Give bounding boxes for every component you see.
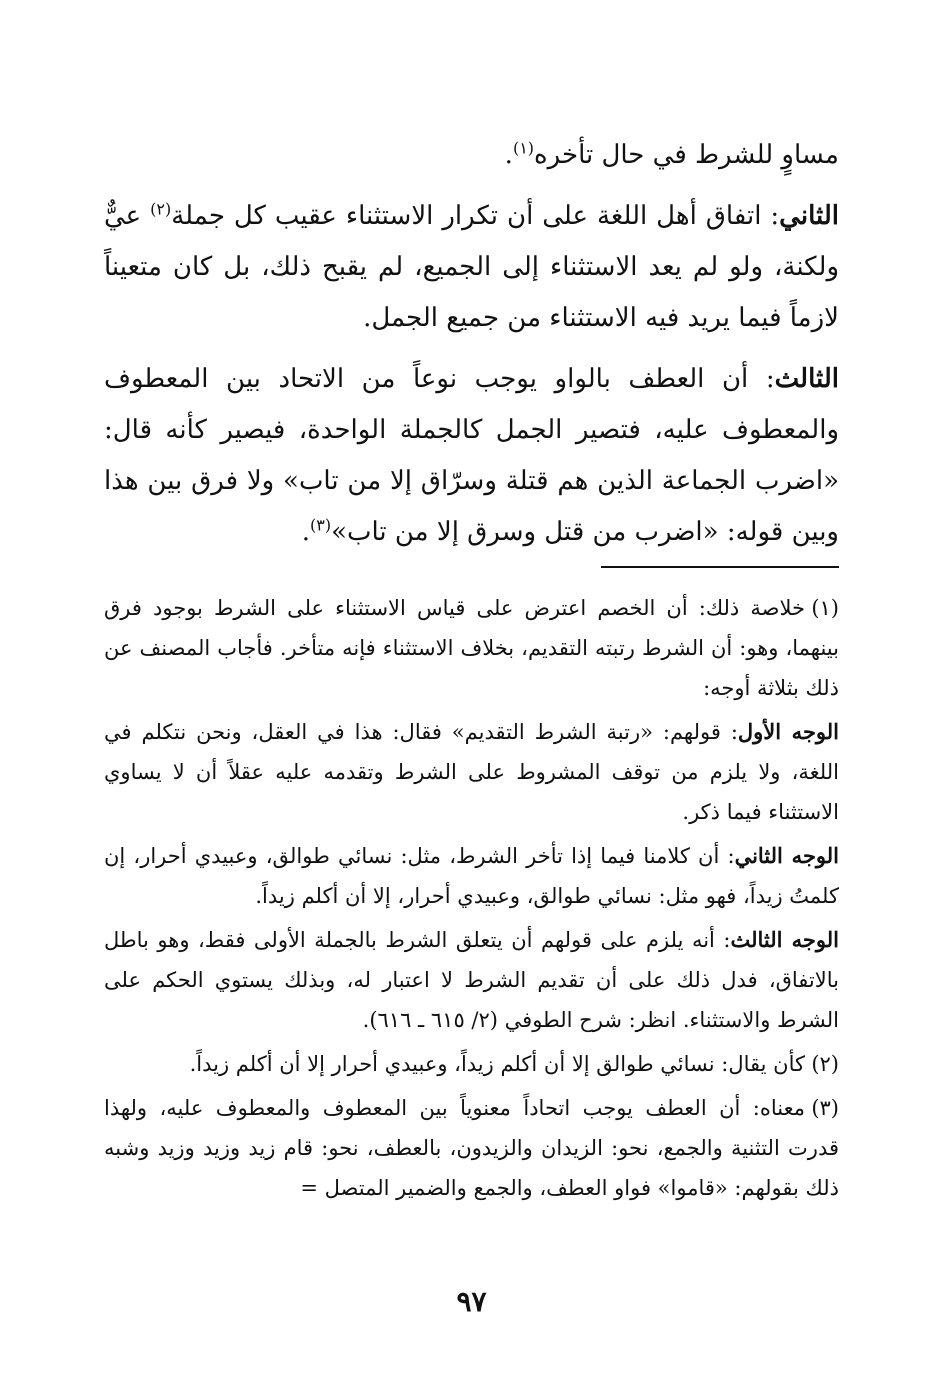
footnote-2-text: كأن يقال: نسائي طوالق إلا أن أكلم زيداً، وعبيدي أحرار إلا أن أكلم زيداً. xyxy=(189,1052,805,1076)
paragraph-0-text: مساوٍ للشرط في حال تأخره xyxy=(534,140,839,170)
paragraph-third-end: . xyxy=(301,517,310,547)
footnote-separator xyxy=(601,566,839,568)
paragraph-second-text: : اتفاق أهل اللغة على أن تكرار الاستثناء عقيب كل جملة xyxy=(171,201,780,231)
paragraph-0 xyxy=(104,130,839,181)
footnote-3 xyxy=(104,1088,839,1208)
aspect-1-text: : قولهم: «رتبة الشرط التقديم» فقال: هذا في العقل، ونحن نتكلم في اللغة، ولا يلزم من توقف المشروط على الشرط وتقدمه عليه عقلاً أن لا يساوي الاستثناء فيما ذكر. xyxy=(104,720,839,824)
paragraph-second-lead: الثاني xyxy=(779,201,839,231)
footnote-ref-2[interactable]: (٢) xyxy=(150,199,172,219)
footnote-1-aspect-2 xyxy=(104,836,839,916)
paragraph-second xyxy=(104,191,839,344)
footnote-1-text: خلاصة ذلك: أن الخصم اعترض على قياس الاستثناء على الشرط بوجود فرق بينهما، وهو: أن الشرط رتبته التقديم، بخلاف الاستثناء فإنه متأخر. فأجاب المصنف عن ذلك بثلاثة أوجه: xyxy=(104,596,839,700)
aspect-3-lead: الوجه الثالث xyxy=(730,927,839,952)
paragraph-third xyxy=(104,354,839,558)
aspect-2-lead: الوجه الثاني xyxy=(734,843,840,868)
footnote-ref-1[interactable]: (١) xyxy=(512,138,535,158)
aspect-3-text: : أنه يلزم على قولهم أن يتعلق الشرط بالجملة الأولى فقط، وهو باطل بالاتفاق، فدل ذلك على أن تقديم الشرط لا اعتبار له، وبذلك يستوي الحكم على الشرط والاستثناء. انظر: شرح الطوفي (٢/ ٦١٥ ـ ٦١٦). xyxy=(104,928,839,1032)
footnotes xyxy=(104,588,839,1212)
footnote-1-number: (١) xyxy=(811,596,839,620)
paragraph-third-lead: الثالث xyxy=(774,364,839,394)
paragraph-third-text: : أن العطف بالواو يوجب نوعاً من الاتحاد بين المعطوف والمعطوف عليه، فتصير الجمل كالجملة الواحدة، فيصير كأنه قال: «اضرب الجماعة الذين هم قتلة وسرّاق إلا من تاب» ولا فرق بين هذا وبين قوله: «اضرب من قتل وسرق إلا من تاب» xyxy=(104,364,839,547)
page-number: ٩٧ xyxy=(456,1285,487,1318)
main-text xyxy=(104,130,839,568)
paragraph-second-rest: عيٌّ ولكنة، ولو لم يعد الاستثناء إلى الجميع، لم يقبح ذلك، بل كان متعيناً لازماً فيما يريد فيه الاستثناء من جميع الجمل. xyxy=(104,201,839,333)
footnote-ref-3[interactable]: (٣) xyxy=(309,515,332,535)
footnote-1-aspect-1 xyxy=(104,712,839,832)
footnote-2-number: (٢) xyxy=(811,1052,839,1076)
footnote-3-text: معناه: أن العطف يوجب اتحاداً معنوياً بين المعطوف والمعطوف عليه، ولهذا قدرت التثنية والجمع، نحو: الزيدان والزيدون، بالعطف، نحو: قام زيد وزيد وزيد وشبه ذلك بقولهم: «قاموا» فواو العطف، والجمع والضمير المتصل = xyxy=(104,1096,839,1200)
footnote-1 xyxy=(104,588,839,708)
aspect-1-lead: الوجه الأول xyxy=(737,719,840,744)
footnote-2 xyxy=(104,1044,839,1084)
footnote-3-number: (٣) xyxy=(811,1096,839,1120)
paragraph-0-end: . xyxy=(504,140,513,170)
aspect-2-text: : أن كلامنا فيما إذا تأخر الشرط، مثل: نسائي طوالق، وعبيدي أحرار، إن كلمتُ زيداً، فهو مثل: نسائي طوالق، وعبيدي أحرار، إلا أن أكلم زيداً. xyxy=(104,844,839,908)
footnote-1-aspect-3 xyxy=(104,920,839,1040)
